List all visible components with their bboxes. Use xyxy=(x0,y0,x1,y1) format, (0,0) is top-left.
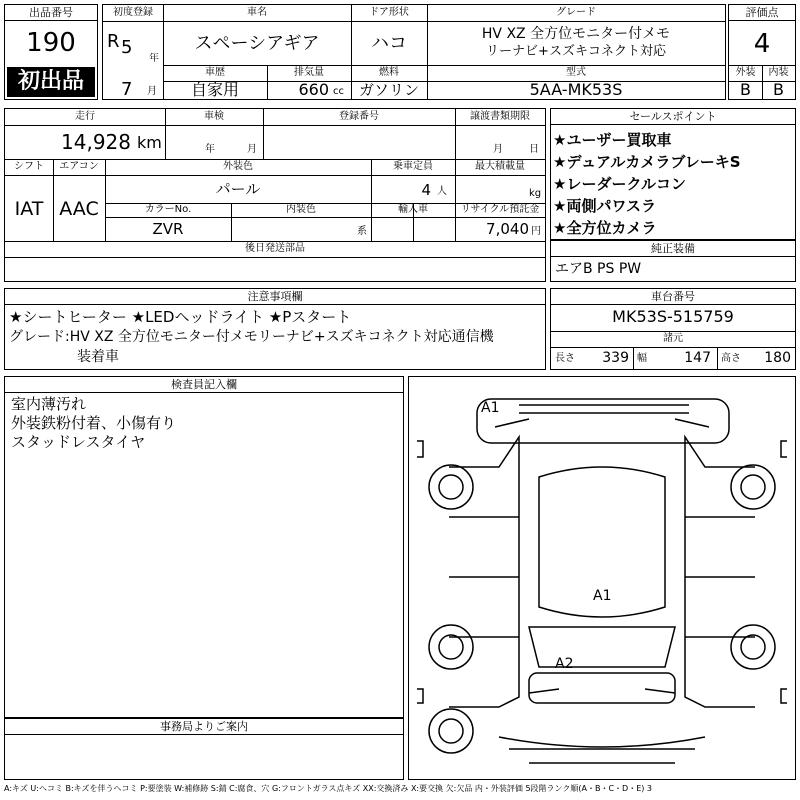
office-box xyxy=(4,718,404,780)
int-grade: B xyxy=(773,81,784,99)
color-value: パール xyxy=(215,180,261,198)
height-value: 180 xyxy=(764,350,791,366)
later-parts-label: 後日発送部品 xyxy=(245,243,305,254)
cc-unit: cc xyxy=(333,86,344,97)
model-value: 5AA-MK53S xyxy=(529,81,623,99)
chassis-number: MK53S-515759 xyxy=(612,307,734,326)
equipment-value: エアB PS PW xyxy=(555,261,642,277)
inspect-year-unit: 年 xyxy=(205,144,215,155)
ext-grade: B xyxy=(740,81,751,99)
notes-line2: グレード:HV XZ 全方位モニター付メモリーナビ+スズキコネクト対応通信機 xyxy=(9,329,494,345)
grade-label: グレード xyxy=(556,7,596,18)
lot-number: 190 xyxy=(26,28,76,58)
recycle-value: 7,040 xyxy=(486,220,529,238)
grade-line1: HV XZ 全方位モニター付メモ xyxy=(481,26,671,42)
width-value: 147 xyxy=(684,350,711,366)
reg-month: 7 xyxy=(121,81,133,99)
ext-label: 外装 xyxy=(735,67,756,78)
width-label: 幅 xyxy=(637,353,647,364)
int-label: 内装 xyxy=(768,67,789,78)
capacity-label: 乗車定員 xyxy=(393,161,433,172)
colorno-value: ZVR xyxy=(152,220,184,238)
load-unit: kg xyxy=(529,188,542,199)
inspector-line: 外装鉄粉付着、小傷有り xyxy=(11,414,177,432)
sales-item: ★ユーザー買取車 xyxy=(553,131,672,149)
recycle-label: リサイクル預託金 xyxy=(460,204,540,215)
height-label: 高さ xyxy=(721,353,741,364)
mileage-label: 走行 xyxy=(75,111,95,122)
ac-value: AAC xyxy=(59,198,99,220)
yen-unit: 円 xyxy=(531,226,541,237)
year-unit: 年 xyxy=(149,53,159,64)
history-value: 自家用 xyxy=(190,81,239,99)
lot-label: 出品番号 xyxy=(5,5,97,21)
damage-mark: A1 xyxy=(593,588,612,604)
inspector-label: 検査員記入欄 xyxy=(5,377,403,393)
shift-label: シフト xyxy=(14,161,44,172)
displacement-value: 660 xyxy=(298,81,329,99)
colorno-label: カラーNo. xyxy=(144,204,192,215)
sales-points-box xyxy=(550,108,796,240)
shift-value: IAT xyxy=(14,198,44,220)
name-label: 車名 xyxy=(247,7,267,18)
top-grid xyxy=(102,4,726,100)
damage-diagram-box xyxy=(408,376,796,780)
inspect-month-unit: 月 xyxy=(247,144,257,155)
first-listing-badge: 初出品 xyxy=(7,67,95,97)
sales-item: ★デュアルカメラブレーキS xyxy=(553,153,741,171)
regno-label: 登録番号 xyxy=(339,111,379,122)
score-value: 4 xyxy=(753,29,771,59)
door-type: ハコ xyxy=(371,33,407,54)
load-label: 最大積載量 xyxy=(475,161,525,172)
color-label: 外装色 xyxy=(223,161,253,172)
capacity-value: 4 xyxy=(421,181,431,199)
sales-points-label: セールスポイント xyxy=(551,109,795,125)
inspect-label: 車検 xyxy=(204,111,224,122)
lot-box xyxy=(4,4,98,100)
chassis-box xyxy=(550,288,796,370)
dims-label: 諸元 xyxy=(663,333,683,344)
grade-line2: リーナビ+スズキコネクト対応 xyxy=(486,44,666,59)
car-diagram xyxy=(409,377,795,779)
ac-label: エアコン xyxy=(59,161,99,172)
inspector-line: 室内薄汚れ xyxy=(11,395,87,413)
inspector-line: スタッドレスタイヤ xyxy=(11,433,146,451)
fuel-value: ガソリン xyxy=(358,81,419,99)
sales-item: ★レーダークルコン xyxy=(553,175,686,193)
intcolor-unit: 系 xyxy=(357,226,367,237)
transfer-month-unit: 月 xyxy=(493,144,503,155)
notes-line3: 装着車 xyxy=(77,349,119,365)
score-box xyxy=(728,4,796,100)
month-unit: 月 xyxy=(147,86,157,97)
length-value: 339 xyxy=(602,350,629,366)
transfer-day-unit: 日 xyxy=(529,144,539,155)
equipment-label: 純正装備 xyxy=(551,241,795,257)
fuel-label: 燃料 xyxy=(379,67,399,78)
damage-mark: A2 xyxy=(555,656,574,672)
era: R xyxy=(107,31,120,52)
notes-label: 注意事項欄 xyxy=(5,289,545,305)
km-unit: km xyxy=(137,133,162,152)
intcolor-label: 内装色 xyxy=(286,204,316,215)
spec-grid xyxy=(4,108,546,282)
sales-item: ★両側パワスラ xyxy=(553,197,656,215)
damage-mark: A1 xyxy=(481,400,500,416)
capacity-unit: 人 xyxy=(437,186,447,197)
car-name: スペーシアギア xyxy=(194,33,320,54)
mileage-value: 14,928 xyxy=(61,130,131,154)
model-label: 型式 xyxy=(566,67,586,78)
notes-line1: ★シートヒーター ★LEDヘッドライト ★Pスタート xyxy=(9,308,352,326)
history-label: 車歴 xyxy=(205,67,225,78)
office-label: 事務局よりご案内 xyxy=(5,719,403,735)
transfer-label: 譲渡書類期限 xyxy=(470,111,530,122)
door-label: ドア形状 xyxy=(369,7,409,18)
sales-item: ★全方位カメラ xyxy=(553,219,657,237)
disp-label: 排気量 xyxy=(294,67,324,78)
notes-box xyxy=(4,288,546,370)
equipment-box xyxy=(550,240,796,282)
score-label: 評価点 xyxy=(729,5,795,21)
length-label: 長さ xyxy=(555,353,575,364)
reg-label: 初度登録 xyxy=(113,7,153,18)
inspector-box xyxy=(4,376,404,718)
import-label: 輸入車 xyxy=(398,204,428,215)
chassis-label: 車台番号 xyxy=(551,289,795,305)
legend-text: A:キズ U:ヘコミ B:キズを伴うヘコミ P:要塗装 W:補修跡 S:錆 C:腐食、穴 G:フロントガラス点キズ XX:交換済み X:要交換 欠:欠品 内・外装評価 5段階ランク順(A・B・C・D・E) 3 xyxy=(4,784,653,793)
reg-year: 5 xyxy=(121,37,133,58)
